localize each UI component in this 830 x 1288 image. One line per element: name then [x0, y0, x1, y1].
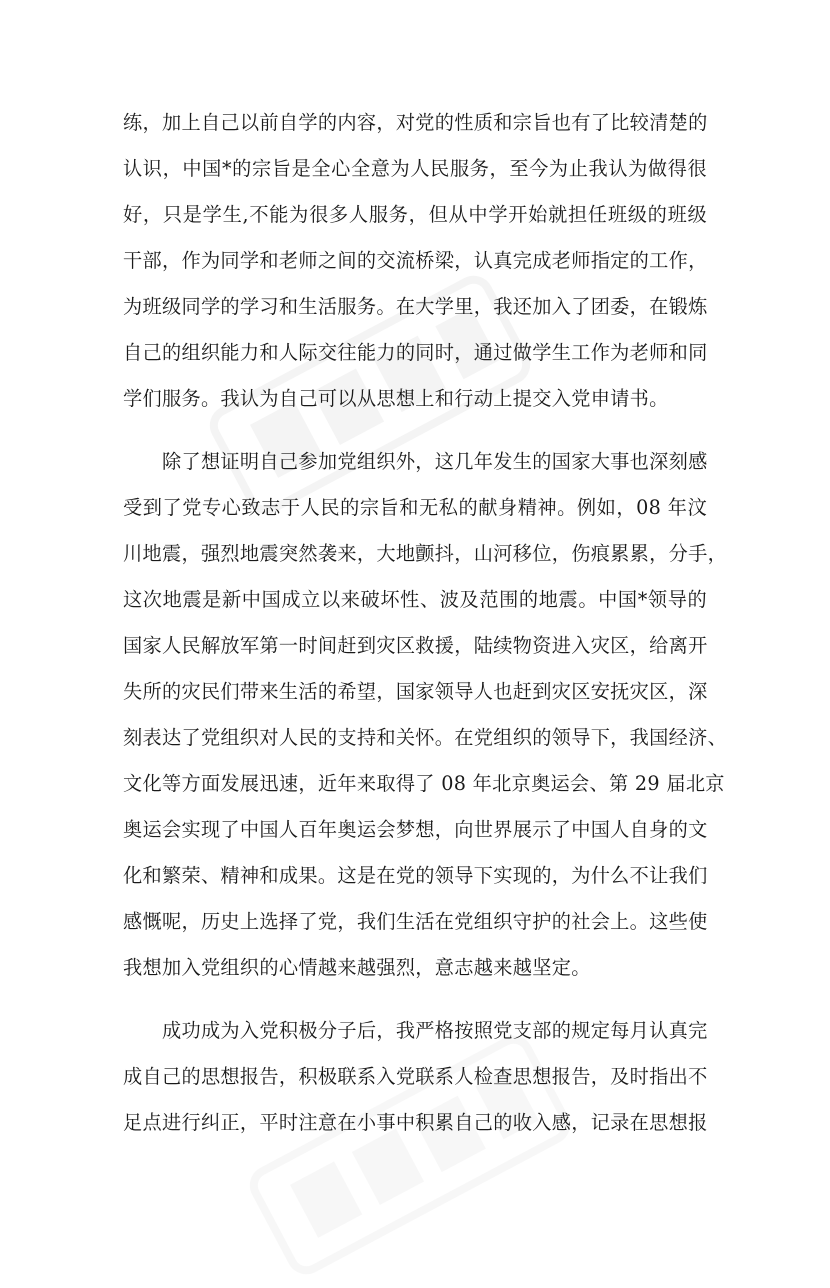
text-line: 为班级同学的学习和生活服务。在大学里，我还加入了团委，在锻炼 [123, 295, 708, 318]
paragraph [123, 100, 707, 422]
text-line: 这次地震是新中国成立以来破坏性、波及范围的地震。中国*领导的 [123, 588, 707, 611]
text-line: 刻表达了党组织对人民的支持和关怀。在党组织的领导下，我国经济、 [123, 726, 728, 749]
text-line: 川地震，强烈地震突然袭来，大地颤抖，山河移位，伤痕累累，分手， [123, 542, 728, 565]
text-line: 国家人民解放军第一时间赶到灾区救援，陆续物资进入灾区，给离开 [123, 634, 708, 657]
paragraph [123, 1008, 707, 1146]
text-line: 失所的灾民们带来生活的希望，国家领导人也赶到灾区安抚灾区，深 [123, 680, 708, 703]
text-line: 化和繁荣、精神和成果。这是在党的领导下实现的，为什么不让我们 [123, 864, 708, 887]
text-line: 奥运会实现了中国人百年奥运会梦想，向世界展示了中国人自身的文 [123, 818, 708, 841]
text-line: 认识，中国*的宗旨是全心全意为人民服务，至今为止我认为做得很 [123, 157, 707, 180]
text-line: 感慨呢，历史上选择了党，我们生活在党组织守护的社会上。这些使 [123, 910, 708, 933]
document-body [123, 100, 728, 1163]
text-line: 我想加入党组织的心情越来越强烈，意志越来越坚定。 [123, 956, 591, 979]
text-line: 成功成为入党积极分子后，我严格按照党支部的规定每月认真完 [123, 1019, 708, 1042]
text-line: 足点进行纠正，平时注意在小事中积累自己的收入感，记录在思想报 [123, 1111, 708, 1134]
text-line: 成自己的思想报告，积极联系入党联系人检查思想报告，及时指出不 [123, 1065, 708, 1088]
text-line: 学们服务。我认为自己可以从思想上和行动上提交入党申请书。 [123, 387, 669, 410]
text-line: 练，加上自己以前自学的内容，对党的性质和宗旨也有了比较清楚的 [123, 111, 708, 134]
text-line: 好，只是学生,不能为很多人服务，但从中学开始就担任班级的班级 [123, 203, 707, 226]
text-line: 受到了党专心致志于人民的宗旨和无私的献身精神。例如，08 年汶 [123, 496, 707, 519]
text-line: 除了想证明自己参加党组织外，这几年发生的国家大事也深刻感 [123, 450, 708, 473]
text-line: 文化等方面发展迅速，近年来取得了 08 年北京奥运会、第 29 届北京 [123, 772, 725, 795]
paragraph [123, 439, 728, 991]
text-line: 自己的组织能力和人际交往能力的同时，通过做学生工作为老师和同 [123, 341, 708, 364]
text-line: 干部，作为同学和老师之间的交流桥梁，认真完成老师指定的工作， [123, 249, 708, 272]
